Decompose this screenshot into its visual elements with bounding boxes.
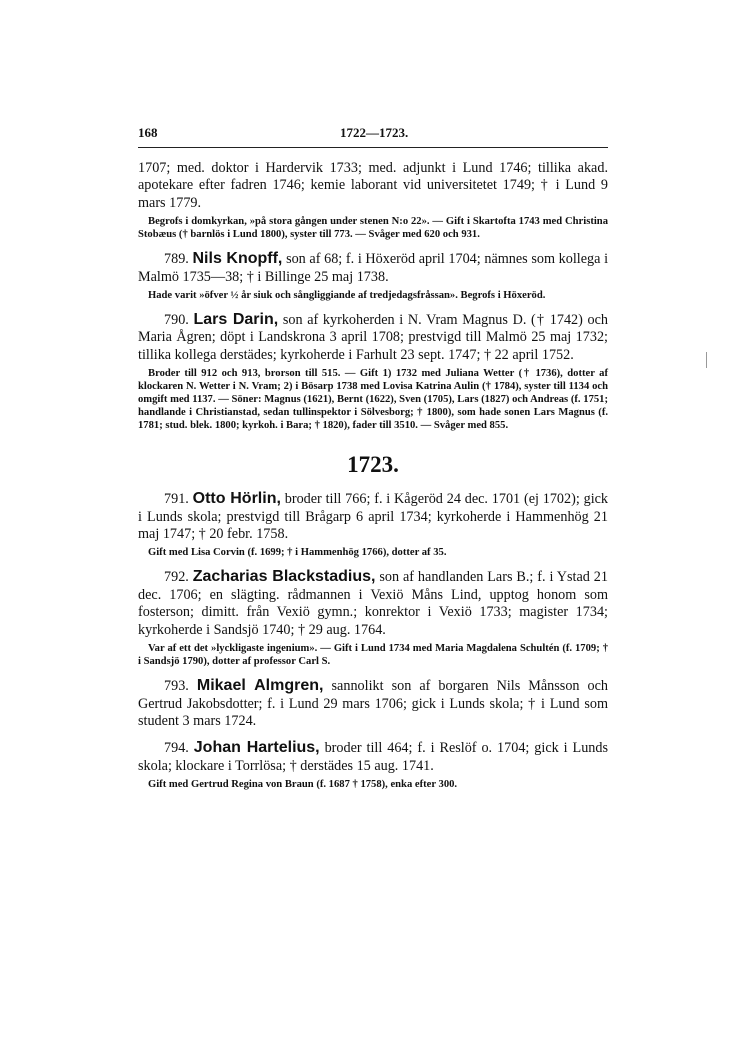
- entry-text: broder till 766; f. i Kågeröd 24 dec. 1701 (ej 1702); gick i Lunds skola; prestvigd till Brågarp 6 april 1734; kyrkoherde i Hammenhög 21 maj 1747; † 20 febr. 1758.: [138, 491, 609, 543]
- person-name: Lars Darin,: [193, 311, 279, 329]
- person-name: Zacharias Blackstadius,: [192, 568, 376, 586]
- entry-note: Broder till 912 och 913, brorson till 515. — Gift 1) 1732 med Juliana Wetter († 1736), dotter af klockaren N. Wetter i N. Vram; 2) i Bösarp 1738 med Lovisa Katrina Aulin († 1784), syster till 1134 och omgift med 1137. — Söner: Magnus (1621), Bernt (1622), Sven (1705), Lars (1827) och Andreas (f. 1751; handlande i Christianstad, sedan tullinspektor i Sölvesborg; † 1800), som hade sonen Lars Magnus (f. 1781; stud. blek. 1800; kyrkoh. i Bara; † 1820), fader till 3510. — Svåger med 855.: [138, 368, 608, 432]
- entry-note: Hade varit »öfver ½ år siuk och sångliggiande af tredjedagsfråssan». Begrofs i Höxeröd.: [148, 290, 546, 302]
- page-header: [138, 125, 608, 145]
- entry-paragraph: [138, 250, 608, 286]
- entry-paragraph: [138, 311, 608, 364]
- year-heading: 1723.: [347, 452, 399, 478]
- entry-text: son af handlanden Lars B.; f. i Ystad 21 dec. 1706; en slägting. rådmannen i Vexiö Måns Lind, upptog honom som fosterson; dimitt. från Vexiö gymn.; konrektor i Vexiö 1733; magister 1734; kyrkoherde i Sandsjö 1740; † 29 aug. 1764.: [138, 569, 608, 638]
- entry-number: 793.: [164, 678, 189, 695]
- entry-paragraph: [138, 677, 608, 730]
- running-head-years: 1722—1723.: [340, 125, 409, 140]
- continued-entry-note: Begrofs i domkyrkan, »på stora gången under stenen N:o 22». — Gift i Skartofta 1743 med Christina Stobæus († barnlös i Lund 1800), syster till 773. — Svåger med 620 och 931.: [138, 216, 608, 241]
- entry-number: 794.: [164, 740, 189, 757]
- person-name: Nils Knopff,: [192, 250, 283, 268]
- entries-1722: [138, 250, 608, 432]
- header-rule: [138, 147, 608, 148]
- biography-entry: [138, 490, 608, 559]
- page-number: 168: [138, 125, 158, 140]
- entry-note: Gift med Lisa Corvin (f. 1699; † i Hammenhög 1766), dotter af 35.: [148, 547, 447, 559]
- person-name: Otto Hörlin,: [192, 490, 281, 508]
- entry-text: sannolikt son af borgaren Nils Månsson och Gertrud Jakobsdotter; f. i Lund 29 mars 1706; gick i Lunds skola; † i Lund som student 3 mars 1724.: [138, 678, 609, 729]
- person-name: Mikael Almgren,: [196, 677, 324, 695]
- entry-number: 789.: [164, 251, 189, 268]
- biography-entry: [138, 739, 608, 791]
- person-name: Johan Hartelius,: [193, 739, 320, 757]
- margin-mark: [706, 352, 707, 368]
- entry-text: broder till 464; f. i Reslöf o. 1704; gick i Lunds skola; klockare i Torrlösa; † derstädes 15 aug. 1741.: [138, 740, 608, 774]
- biography-entry: [138, 250, 608, 302]
- biography-entry: [138, 568, 608, 668]
- biography-entry: [138, 311, 608, 432]
- entry-paragraph: [138, 568, 608, 639]
- entry-number: 791.: [164, 491, 189, 508]
- entry-number: 792.: [164, 569, 189, 586]
- continued-entry-text: 1707; med. doktor i Hardervik 1733; med. adjunkt i Lund 1746; tillika akad. apotekare efter fadren 1746; kemie laborant vid universitetet 1749; † i Lund 9 mars 1779.: [138, 160, 608, 211]
- entry-paragraph: [138, 739, 608, 775]
- entries-1723: [138, 490, 608, 791]
- entry-paragraph: [138, 490, 608, 543]
- entry-text: son af 68; f. i Höxeröd april 1704; nämnes som kollega i Malmö 1735—38; † i Billinge 25 maj 1738.: [138, 251, 609, 285]
- entry-text: son af kyrkoherden i N. Vram Magnus D. († 1742) och Maria Ågren; döpt i Landskrona 3 april 1708; prestvigd till Malmö 25 maj 1732; tillika kollega derstädes; kyrkoherde i Farhult 23 sept. 1747; † 22 april 1752.: [138, 312, 608, 363]
- entry-note: Var af ett det »lyckligaste ingenium». — Gift i Lund 1734 med Maria Magdalena Schultén (f. 1709; † i Sandsjö 1790), dotter af professor Carl S.: [138, 643, 608, 668]
- entry-note: Gift med Gertrud Regina von Braun (f. 1687 † 1758), enka efter 300.: [148, 779, 458, 791]
- biography-entry: [138, 677, 608, 730]
- entry-number: 790.: [164, 312, 189, 329]
- page-body: [138, 160, 608, 791]
